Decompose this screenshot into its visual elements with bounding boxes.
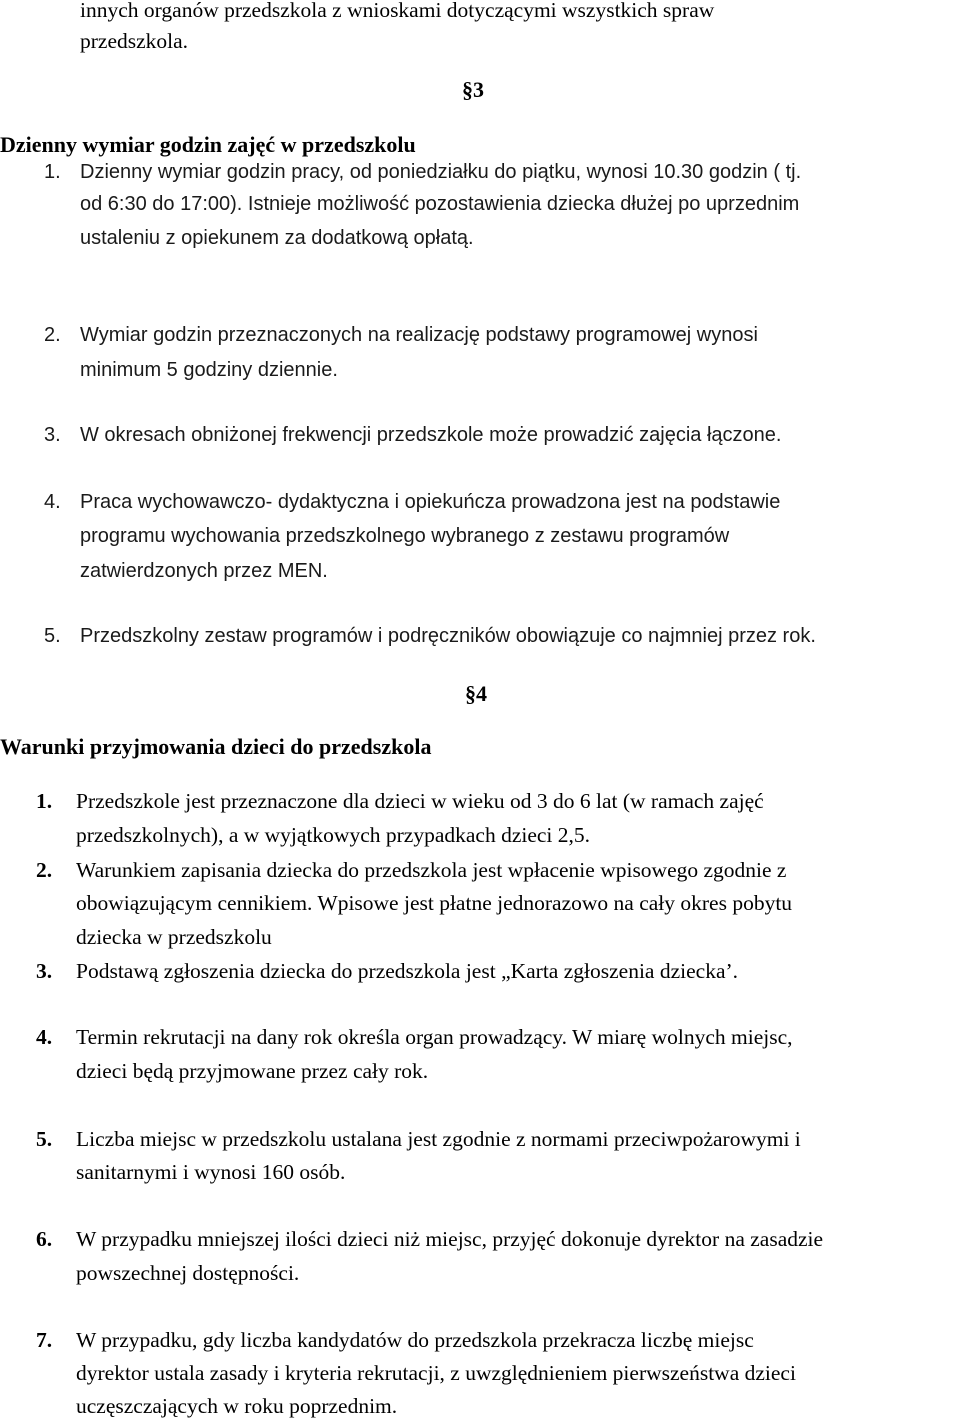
s3-item-1-number: 1. bbox=[44, 161, 61, 183]
s4-item-2-number: 2. bbox=[36, 858, 53, 882]
s3-item-4-line-1: Praca wychowawczo- dydaktyczna i opiekuńcza prowadzona jest na podstawie bbox=[80, 491, 781, 513]
s4-item-7-line-1: W przypadku, gdy liczba kandydatów do przedszkola przekracza liczbę miejsc bbox=[76, 1328, 754, 1352]
s3-item-4-number: 4. bbox=[44, 491, 61, 513]
s4-item-5-line-1: Liczba miejsc w przedszkolu ustalana jest zgodnie z normami przeciwpożarowymi i bbox=[76, 1127, 801, 1151]
s3-item-4-line-3: zatwierdzonych przez MEN. bbox=[80, 560, 328, 582]
s3-item-5-number: 5. bbox=[44, 625, 61, 647]
s4-item-6-line-2: powszechnej dostępności. bbox=[76, 1261, 300, 1285]
section-mark-3: §3 bbox=[462, 77, 484, 102]
intro-line-2: przedszkola. bbox=[80, 29, 189, 53]
intro-line-1: innych organów przedszkola z wnioskami dotyczącymi wszystkich spraw bbox=[80, 0, 715, 22]
s4-item-4-line-1: Termin rekrutacji na dany rok określa organ prowadzący. W miarę wolnych miejsc, bbox=[76, 1025, 793, 1049]
s4-item-7-line-3: uczęszczających w roku poprzednim. bbox=[76, 1394, 398, 1418]
s4-item-2-line-3: dziecka w przedszkolu bbox=[76, 925, 272, 949]
s3-item-2-line-1: Wymiar godzin przeznaczonych na realizację podstawy programowej wynosi bbox=[80, 324, 758, 346]
s3-item-2-line-2: minimum 5 godziny dziennie. bbox=[80, 359, 338, 381]
s3-item-1-line-3: ustaleniu z opiekunem za dodatkową opłatą. bbox=[80, 227, 474, 249]
s4-item-7-line-2: dyrektor ustala zasady i kryteria rekrutacji, z uwzględnieniem pierwszeństwa dzieci bbox=[76, 1361, 796, 1385]
s4-item-3-number: 3. bbox=[36, 959, 53, 983]
s4-item-7-number: 7. bbox=[36, 1328, 53, 1352]
s4-item-3-line-1: Podstawą zgłoszenia dziecka do przedszkola jest „Karta zgłoszenia dziecka’. bbox=[76, 959, 739, 983]
s3-item-1-line-1: Dzienny wymiar godzin pracy, od poniedziałku do piątku, wynosi 10.30 godzin ( tj. bbox=[80, 161, 802, 183]
s4-item-4-line-2: dzieci będą przyjmowane przez cały rok. bbox=[76, 1059, 429, 1083]
s4-item-6-number: 6. bbox=[36, 1227, 53, 1251]
s4-item-6-line-1: W przypadku mniejszej ilości dzieci niż miejsc, przyjęć dokonuje dyrektor na zasadzie bbox=[76, 1227, 824, 1251]
s3-item-1-line-2: od 6:30 do 17:00). Istnieje możliwość pozostawienia dziecka dłużej po uprzednim bbox=[80, 193, 800, 215]
s4-item-1-line-1: Przedszkole jest przeznaczone dla dzieci w wieku od 3 do 6 lat (w ramach zajęć bbox=[76, 789, 764, 813]
s4-item-4-number: 4. bbox=[36, 1025, 53, 1049]
s4-item-2-line-1: Warunkiem zapisania dziecka do przedszkola jest wpłacenie wpisowego zgodnie z bbox=[76, 858, 787, 882]
s4-item-1-line-2: przedszkolnych), a w wyjątkowych przypadkach dzieci 2,5. bbox=[76, 823, 591, 847]
s3-item-5-line-1: Przedszkolny zestaw programów i podręczników obowiązuje co najmniej przez rok. bbox=[80, 625, 816, 647]
s4-item-2-line-2: obowiązującym cennikiem. Wpisowe jest płatne jednorazowo na cały okres pobytu bbox=[76, 891, 793, 915]
s4-item-5-line-2: sanitarnymi i wynosi 160 osób. bbox=[76, 1160, 346, 1184]
s4-item-5-number: 5. bbox=[36, 1127, 53, 1151]
s4-item-1-number: 1. bbox=[36, 789, 53, 813]
section-mark-4: §4 bbox=[465, 681, 487, 706]
section-heading-3: Dzienny wymiar godzin zajęć w przedszkolu bbox=[0, 132, 416, 157]
s3-item-3-line-1: W okresach obniżonej frekwencji przedszkole może prowadzić zajęcia łączone. bbox=[80, 424, 782, 446]
s3-item-3-number: 3. bbox=[44, 424, 61, 446]
s3-item-2-number: 2. bbox=[44, 324, 61, 346]
section-heading-4: Warunki przyjmowania dzieci do przedszkola bbox=[0, 734, 432, 759]
s3-item-4-line-2: programu wychowania przedszkolnego wybranego z zestawu programów bbox=[80, 525, 730, 547]
